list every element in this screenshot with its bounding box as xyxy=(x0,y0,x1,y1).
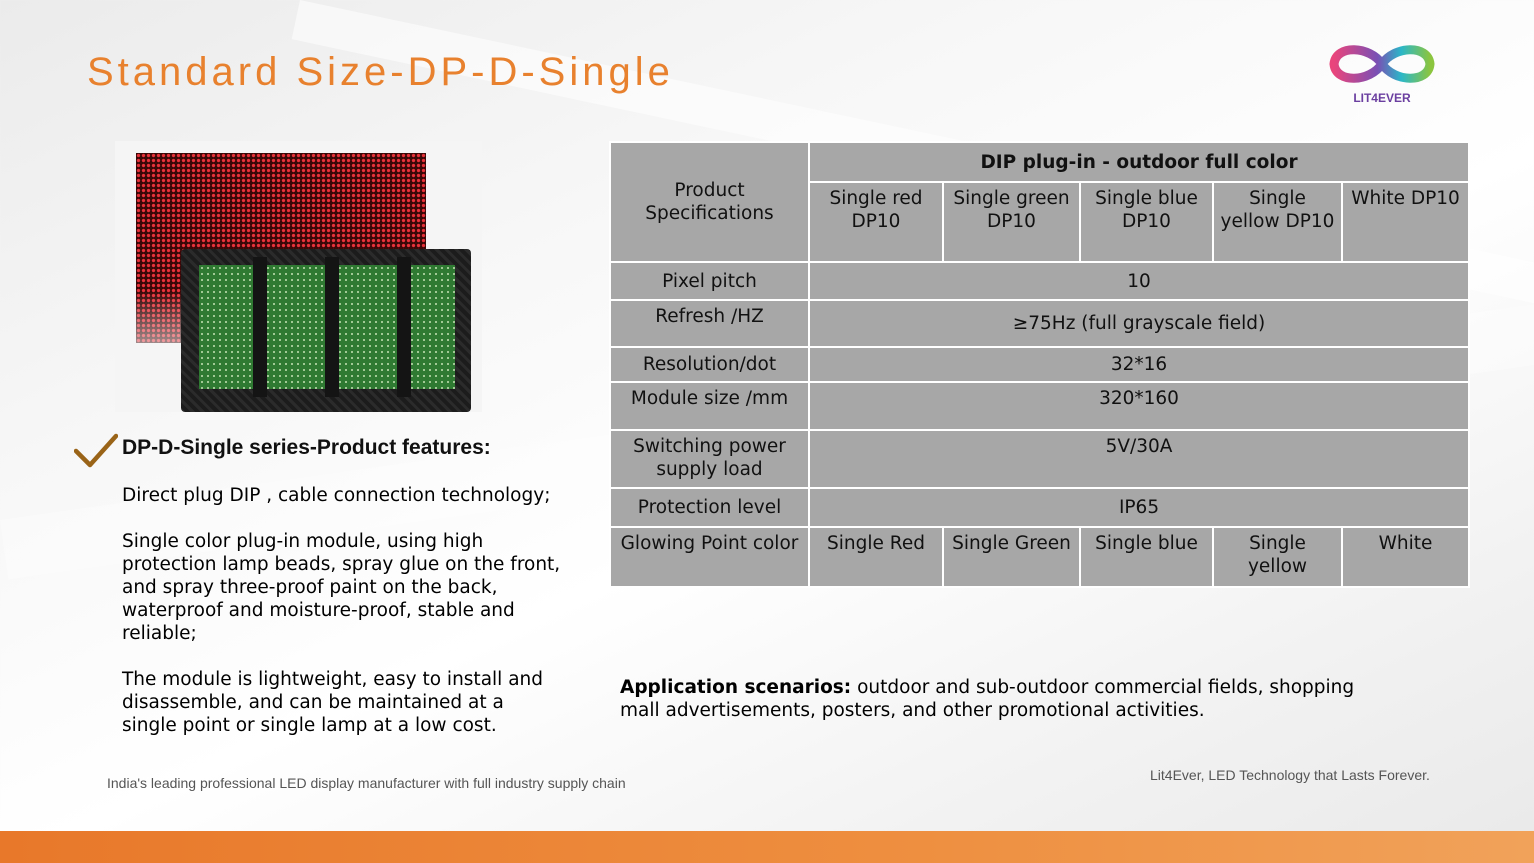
application-text: outdoor and sub-outdoor commercial fields, shopping mall advertisements, posters, and other promotional activities. xyxy=(620,677,1355,721)
application-scenarios xyxy=(620,676,1360,722)
table-row xyxy=(610,488,1469,527)
frame-rib xyxy=(253,257,267,397)
table-row xyxy=(610,300,1469,347)
glow-color-cell: Single yellow xyxy=(1213,527,1342,587)
glow-color-cell: Single blue xyxy=(1080,527,1213,587)
feature-item: The module is lightweight, easy to install and disassemble, and can be maintained at a single point or single lamp at a low cost. xyxy=(122,669,543,736)
led-module-back xyxy=(181,249,471,412)
table-row xyxy=(610,347,1469,382)
column-header: Single yellow DP10 xyxy=(1213,182,1342,262)
table-row xyxy=(610,262,1469,300)
column-header: Single red DP10 xyxy=(809,182,943,262)
feature-item: Single color plug-in module, using high protection lamp beads, spray glue on the front, and spray three-proof paint on the back, waterproof and moisture-proof, stable and reliable; xyxy=(122,531,561,644)
row-label: Resolution/dot xyxy=(610,347,809,382)
logo-wordmark: LIT4EVER xyxy=(1353,91,1411,105)
glow-color-cell: Single Green xyxy=(943,527,1080,587)
row-value: 320*160 xyxy=(809,382,1469,430)
column-header: White DP10 xyxy=(1342,182,1469,262)
application-label: Application scenarios: xyxy=(620,677,852,698)
column-header: Single blue DP10 xyxy=(1080,182,1213,262)
row-value: 5V/30A xyxy=(809,430,1469,488)
table-row xyxy=(610,382,1469,430)
footer-tagline-left: India's leading professional LED display manufacturer with full industry supply chain xyxy=(107,775,626,791)
glow-color-cell: White xyxy=(1342,527,1469,587)
pcb-board xyxy=(337,265,399,389)
spec-corner-header: Product Specifications xyxy=(610,142,809,262)
frame-rib xyxy=(325,257,339,397)
pcb-board xyxy=(199,265,255,389)
row-value: 10 xyxy=(809,262,1469,300)
feature-item: Direct plug DIP , cable connection technology; xyxy=(122,485,551,506)
footer-tagline-right: Lit4Ever, LED Technology that Lasts Forever. xyxy=(1150,767,1430,783)
row-label: Switching power supply load xyxy=(610,430,809,488)
product-photo xyxy=(115,141,482,412)
row-value: ≥75Hz (full grayscale field) xyxy=(809,300,1469,347)
pcb-board xyxy=(265,265,327,389)
row-label: Refresh /HZ xyxy=(610,300,809,347)
row-label: Pixel pitch xyxy=(610,262,809,300)
row-label: Glowing Point color xyxy=(610,527,809,587)
page-title: Standard Size-DP-D-Single xyxy=(87,50,674,94)
brand-logo xyxy=(1326,36,1438,108)
frame-rib xyxy=(397,257,411,397)
features-heading: DP-D-Single series-Product features: xyxy=(122,436,491,459)
row-label: Protection level xyxy=(610,488,809,527)
bottom-accent-bar xyxy=(0,831,1534,863)
column-header: Single green DP10 xyxy=(943,182,1080,262)
infinity-logo-icon xyxy=(1326,36,1438,92)
glow-color-cell: Single Red xyxy=(809,527,943,587)
row-value: IP65 xyxy=(809,488,1469,527)
table-row xyxy=(610,527,1469,587)
table-row xyxy=(610,430,1469,488)
pcb-board xyxy=(409,265,455,389)
checkmark-icon xyxy=(74,433,118,469)
spec-table xyxy=(609,141,1470,588)
spec-group-header: DIP plug-in - outdoor full color xyxy=(809,142,1469,182)
row-value: 32*16 xyxy=(809,347,1469,382)
row-label: Module size /mm xyxy=(610,382,809,430)
